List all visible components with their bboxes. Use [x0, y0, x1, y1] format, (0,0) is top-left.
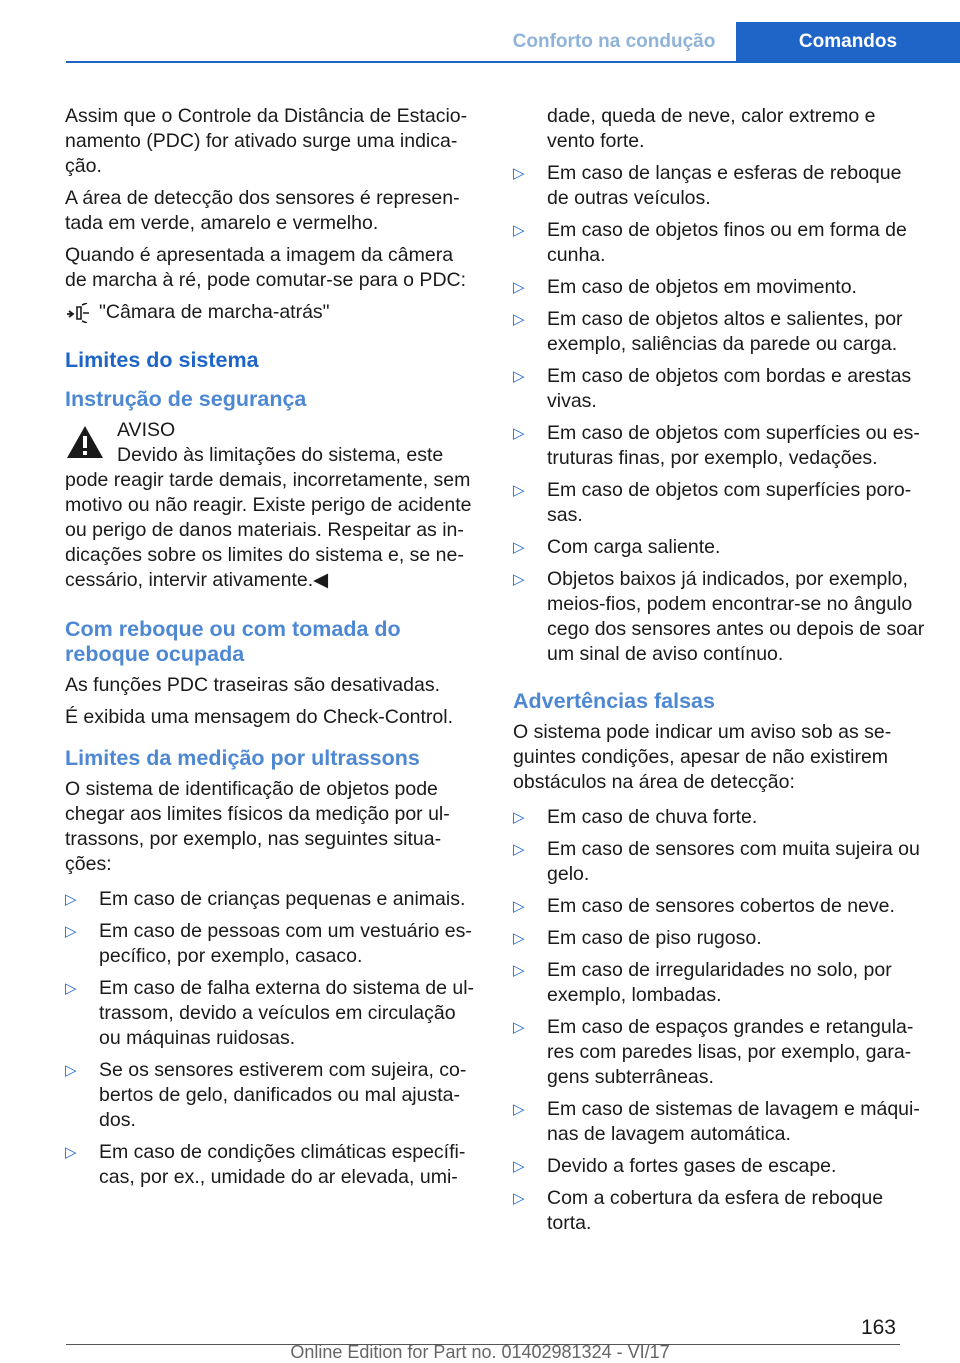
bullet-triangle-icon: ▷: [513, 898, 525, 915]
page-header: [0, 22, 960, 62]
continuation-text: dade, queda de neve, calor extremo e vento forte.: [547, 105, 876, 152]
bullet-triangle-icon: ▷: [65, 891, 77, 908]
tow-paragraph-1: As funções PDC traseiras são desativadas.: [65, 674, 441, 696]
list-item: ▷ Se os sensores estiverem com sujeira, co-bertos de gelo, danificados ou mal ajusta-dos.: [65, 1059, 467, 1131]
bullet-triangle-icon: ▷: [513, 1190, 525, 1207]
page-number: 163: [860, 1316, 896, 1339]
bullet-triangle-icon: ▷: [513, 841, 525, 858]
bullet-triangle-icon: ▷: [65, 980, 77, 997]
warning-body: Devido às limitações do sistema, este pode reagir tarde demais, incorretamente, sem motivo ou não reagir. Existe perigo de acidente ou perigo de danos materiais. Respeitar as in-dicações sobre os limites do sistema e, se ne-cessário, intervir ativamente.◀: [65, 444, 472, 591]
ultrasound-paragraph: O sistema de identificação de objetos pode chegar aos limites físicos da medição por ul-trassons, por exemplo, nas seguintes situa-ções:: [65, 778, 450, 875]
warning-text: [65, 443, 480, 593]
list-item: ▷ Em caso de piso rugoso.: [513, 927, 762, 949]
warning-triangle-icon: [65, 424, 105, 460]
bullet-triangle-icon: ▷: [513, 222, 525, 239]
list-item: ▷ Em caso de objetos com bordas e arestas vivas.: [513, 365, 912, 412]
camera-icon: [65, 303, 91, 323]
list-item: ▷ Em caso de espaços grandes e retangula-res com paredes lisas, por exemplo, gara-gens subterrâneas.: [513, 1016, 914, 1088]
bullet-triangle-icon: ▷: [513, 962, 525, 979]
list-item: ▷ Em caso de sensores com muita sujeira ou gelo.: [513, 838, 920, 885]
list-item: ▷ Devido a fortes gases de escape.: [513, 1155, 837, 1177]
list-item: ▷ Em caso de irregularidades no solo, por exemplo, lombadas.: [513, 959, 892, 1006]
left-column: [65, 104, 480, 1197]
bullet-triangle-icon: ▷: [65, 1144, 77, 1161]
bullet-triangle-icon: ▷: [513, 482, 525, 499]
edition-note: Online Edition for Part no. 01402981324 - VI/17: [290, 1342, 670, 1362]
false-warnings-list: [513, 805, 928, 1236]
list-item: ▷ Em caso de sensores cobertos de neve.: [513, 895, 895, 917]
bullet-triangle-icon: ▷: [513, 539, 525, 556]
list-item: ▷ Em caso de lanças e esferas de reboque de outras veículos.: [513, 162, 902, 209]
tow-heading: Com reboque ou com tomada do reboque ocupada: [65, 617, 401, 666]
intro-paragraph-2: A área de detecção dos sensores é represen-tada em verde, amarelo e vermelho.: [65, 187, 460, 234]
tow-paragraph-2: É exibida uma mensagem do Check-Control.: [65, 706, 454, 728]
bullet-triangle-icon: ▷: [65, 923, 77, 940]
header-divider: [66, 61, 960, 63]
bullet-triangle-icon: ▷: [513, 279, 525, 296]
ultrasound-heading: Limites da medição por ultrassons: [65, 746, 420, 770]
camera-instruction: [65, 300, 480, 325]
ultrasound-list: [65, 887, 480, 1190]
page-footer: [0, 1315, 960, 1362]
list-item: ▷ Em caso de objetos finos ou em forma de cunha.: [513, 219, 907, 266]
list-item: ▷ Em caso de falha externa do sistema de ul-trassom, devido a veículos em circulação ou máquinas ruidosas.: [65, 977, 475, 1049]
bullet-triangle-icon: ▷: [513, 1019, 525, 1036]
list-item: ▷ Com carga saliente.: [513, 536, 721, 558]
safety-heading: Instrução de segurança: [65, 387, 307, 411]
list-item: ▷ Em caso de objetos com superfícies ou es-truturas finas, por exemplo, vedações.: [513, 422, 920, 469]
false-warnings-paragraph: O sistema pode indicar um aviso sob as se-guintes condições, apesar de não existirem obstáculos na área de detecção:: [513, 721, 892, 793]
list-item: ▷ Em caso de pessoas com um vestuário es-pecífico, por exemplo, casaco.: [65, 920, 472, 967]
bullet-triangle-icon: ▷: [65, 1062, 77, 1079]
bullet-triangle-icon: ▷: [513, 425, 525, 442]
list-item: ▷ Em caso de sistemas de lavagem e máqui-nas de lavagem automática.: [513, 1098, 920, 1145]
bullet-triangle-icon: ▷: [513, 1158, 525, 1175]
warning-title: AVISO: [117, 419, 176, 441]
limits-list: [513, 161, 928, 667]
list-item: ▷ Em caso de condições climáticas específi-cas, por ex., umidade do ar elevada, umi-: [65, 1141, 466, 1188]
list-item: ▷ Objetos baixos já indicados, por exemplo, meios-fios, podem encontrar-se no ângulo cego dos sensores antes ou depois de soar um sinal de aviso contínuo.: [513, 568, 925, 665]
list-item: ▷ Em caso de crianças pequenas e animais.: [65, 888, 466, 910]
bullet-triangle-icon: ▷: [513, 571, 525, 588]
list-item: ▷ Em caso de chuva forte.: [513, 806, 758, 828]
limits-heading: Limites do sistema: [65, 348, 259, 372]
bullet-triangle-icon: ▷: [513, 1101, 525, 1118]
bullet-triangle-icon: ▷: [513, 930, 525, 947]
camera-label: "Câmara de marcha-atrás": [99, 301, 330, 323]
warning-block: [65, 418, 480, 593]
list-item: ▷ Em caso de objetos altos e salientes, por exemplo, saliências da parede ou carga.: [513, 308, 903, 355]
right-column: [513, 104, 928, 1243]
intro-paragraph-1: Assim que o Controle da Distância de Estacio-namento (PDC) for ativado surge uma indica-ção.: [65, 105, 468, 177]
intro-paragraph-3: Quando é apresentada a imagem da câmera de marcha à ré, pode comutar-se para o PDC:: [65, 244, 467, 291]
list-item: ▷ Em caso de objetos em movimento.: [513, 276, 857, 298]
header-chapter-tab: Comandos: [736, 22, 960, 62]
bullet-triangle-icon: ▷: [513, 311, 525, 328]
list-item: ▷ Em caso de objetos com superfícies poro-sas.: [513, 479, 912, 526]
bullet-triangle-icon: ▷: [513, 368, 525, 385]
bullet-triangle-icon: ▷: [513, 165, 525, 182]
false-warnings-heading: Advertências falsas: [513, 689, 715, 713]
header-section-title: Conforto na condução: [512, 31, 716, 52]
list-item: ▷ Com a cobertura da esfera de reboque torta.: [513, 1187, 884, 1234]
bullet-triangle-icon: ▷: [513, 809, 525, 826]
